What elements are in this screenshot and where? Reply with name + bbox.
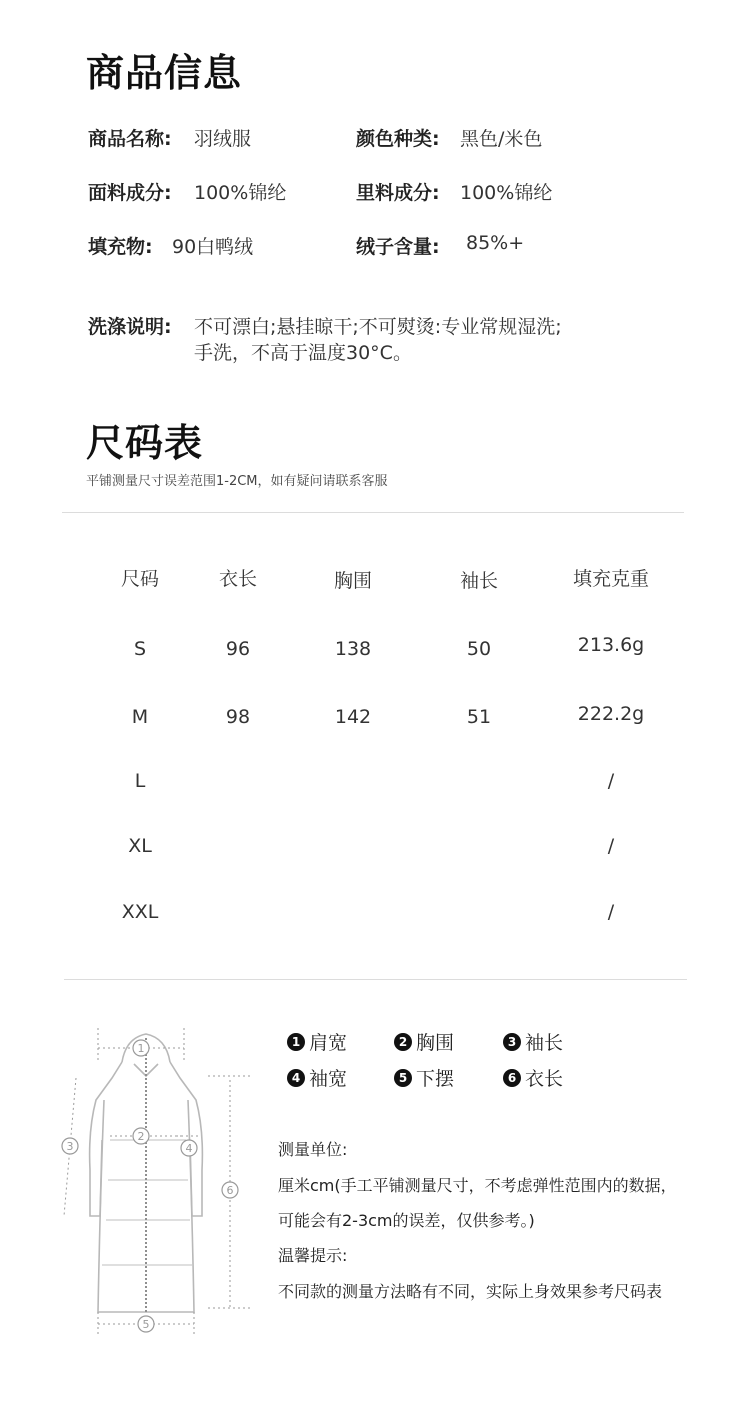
table-cell: S — [133, 638, 147, 660]
table-cell: / — [607, 835, 615, 857]
color-label: 颜色种类: — [356, 128, 440, 150]
wash-line-2: 手洗，不高于温度30°C。 — [194, 342, 412, 364]
table-cell: 51 — [466, 706, 492, 728]
table-cell: 96 — [225, 638, 251, 660]
column-header: 填充克重 — [572, 568, 649, 590]
legend-number: 4 — [287, 1069, 305, 1087]
legend-number: 1 — [287, 1033, 305, 1051]
legend-label: 袖宽 — [309, 1068, 348, 1090]
marker-number: 6 — [226, 1184, 234, 1197]
measure-marker-2 — [133, 1128, 149, 1144]
name-label: 商品名称: — [88, 128, 172, 150]
unit-title: 测量单位: — [278, 1140, 348, 1159]
tip-line: 不同款的测量方法略有不同，实际上身效果参考尺码表 — [278, 1282, 663, 1301]
measure-guides — [64, 1028, 250, 1336]
color-value: 黑色/米色 — [460, 128, 543, 150]
table-cell: 142 — [334, 706, 372, 728]
legend-label: 肩宽 — [309, 1032, 348, 1054]
table-cell: / — [607, 901, 615, 923]
down-value: 85%+ — [466, 232, 525, 254]
legend-label: 胸围 — [416, 1032, 455, 1054]
down-label: 绒子含量: — [356, 236, 440, 258]
measure-marker-3 — [62, 1138, 78, 1154]
legend-item-shoulder — [287, 1028, 347, 1055]
marker-number: 3 — [66, 1140, 74, 1153]
marker-number: 2 — [137, 1130, 145, 1143]
table-cell: 50 — [466, 638, 492, 660]
divider-bottom — [64, 979, 687, 980]
table-cell: 213.6g — [577, 634, 645, 656]
filling-label: 填充物: — [88, 236, 153, 258]
column-header: 胸围 — [333, 570, 372, 592]
table-cell: 138 — [334, 638, 372, 660]
legend-number: 5 — [394, 1069, 412, 1087]
unit-line-1: 厘米cm(手工平铺测量尺寸，不考虑弹性范围内的数据， — [278, 1176, 677, 1195]
legend-label: 衣长 — [525, 1068, 564, 1090]
marker-number: 5 — [142, 1318, 150, 1331]
size-chart-subtitle: 平铺测量尺寸误差范围1-2CM，如有疑问请联系客服 — [86, 474, 388, 489]
legend-item-chest — [394, 1028, 454, 1055]
marker-number: 1 — [137, 1042, 145, 1055]
table-cell: M — [131, 706, 149, 728]
legend-item-length — [503, 1064, 563, 1091]
table-cell: XL — [128, 835, 152, 857]
unit-line-2: 可能会有2-3cm的误差，仅供参考。) — [278, 1211, 535, 1230]
legend-item-sleeve-length — [503, 1028, 563, 1055]
measure-marker-1 — [133, 1040, 149, 1056]
legend-number: 3 — [503, 1033, 521, 1051]
column-header: 尺码 — [120, 568, 159, 590]
table-cell: L — [134, 770, 146, 792]
legend-label: 下摆 — [416, 1068, 455, 1090]
measure-marker-6 — [222, 1182, 238, 1198]
legend-label: 袖长 — [525, 1032, 564, 1054]
lining-value: 100%锦纶 — [460, 182, 553, 204]
name-value: 羽绒服 — [194, 128, 252, 150]
table-cell: / — [607, 770, 615, 792]
table-cell: 222.2g — [577, 703, 645, 725]
divider-top — [62, 512, 684, 513]
fabric-label: 面料成分: — [88, 182, 172, 204]
measure-marker-4 — [181, 1140, 197, 1156]
table-cell: XXL — [121, 901, 159, 923]
tip-title: 温馨提示: — [278, 1246, 348, 1265]
table-cell: 98 — [225, 706, 251, 728]
fabric-value: 100%锦纶 — [194, 182, 287, 204]
column-header: 衣长 — [218, 568, 257, 590]
legend-item-sleeve-width — [287, 1064, 347, 1091]
product-info-heading: 商品信息 — [86, 51, 243, 95]
wash-label: 洗涤说明: — [88, 316, 172, 338]
wash-line-1: 不可漂白;悬挂晾干;不可熨烫:专业常规湿洗; — [194, 316, 562, 338]
filling-value: 90白鸭绒 — [172, 236, 254, 258]
legend-number: 6 — [503, 1069, 521, 1087]
marker-number: 4 — [185, 1142, 193, 1155]
column-header: 袖长 — [459, 570, 498, 592]
size-chart-heading: 尺码表 — [86, 421, 204, 465]
garment-diagram — [50, 1020, 260, 1340]
lining-label: 里料成分: — [356, 182, 440, 204]
legend-number: 2 — [394, 1033, 412, 1051]
legend-item-hem — [394, 1064, 454, 1091]
measure-marker-5 — [138, 1316, 154, 1332]
